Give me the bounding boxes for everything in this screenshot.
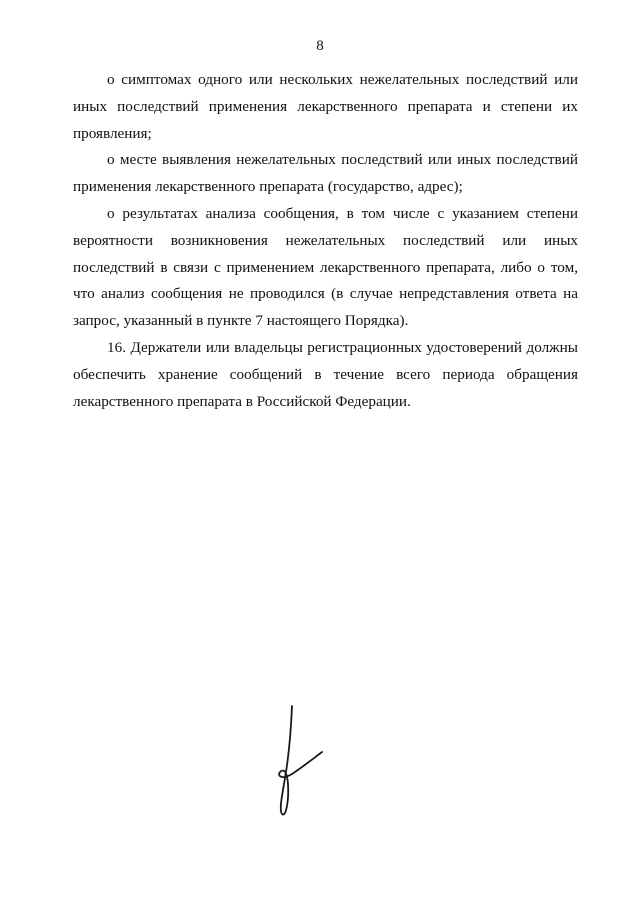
- paragraph-item-16: 16. Держатели или владельцы регистрационных удостоверений должны обеспечить хранение сообщений в течение всего периода обращения лекарственного препарата в Российской Федерации.: [73, 338, 578, 410]
- page-number: 8: [316, 38, 324, 54]
- handwritten-signature: [262, 700, 332, 820]
- paragraph-location: о месте выявления нежелательных последствий или иных последствий применения лекарственного препарата (государство, адрес);: [73, 151, 578, 196]
- paragraph-symptoms: о симптомах одного или нескольких нежелательных последствий или иных последствий применения лекарственного препарата и степени их проявления;: [73, 71, 578, 142]
- document-body: [73, 67, 578, 415]
- paragraph-analysis-results: о результатах анализа сообщения, в том числе с указанием степени вероятности возникновения нежелательных последствий или иных последствий в связи с применением лекарственного препарата, либо о том, что анализ сообщения не проводился (в случае непредставления ответа на запрос, указанный в пункте 7 настоящего Порядка).: [73, 204, 578, 330]
